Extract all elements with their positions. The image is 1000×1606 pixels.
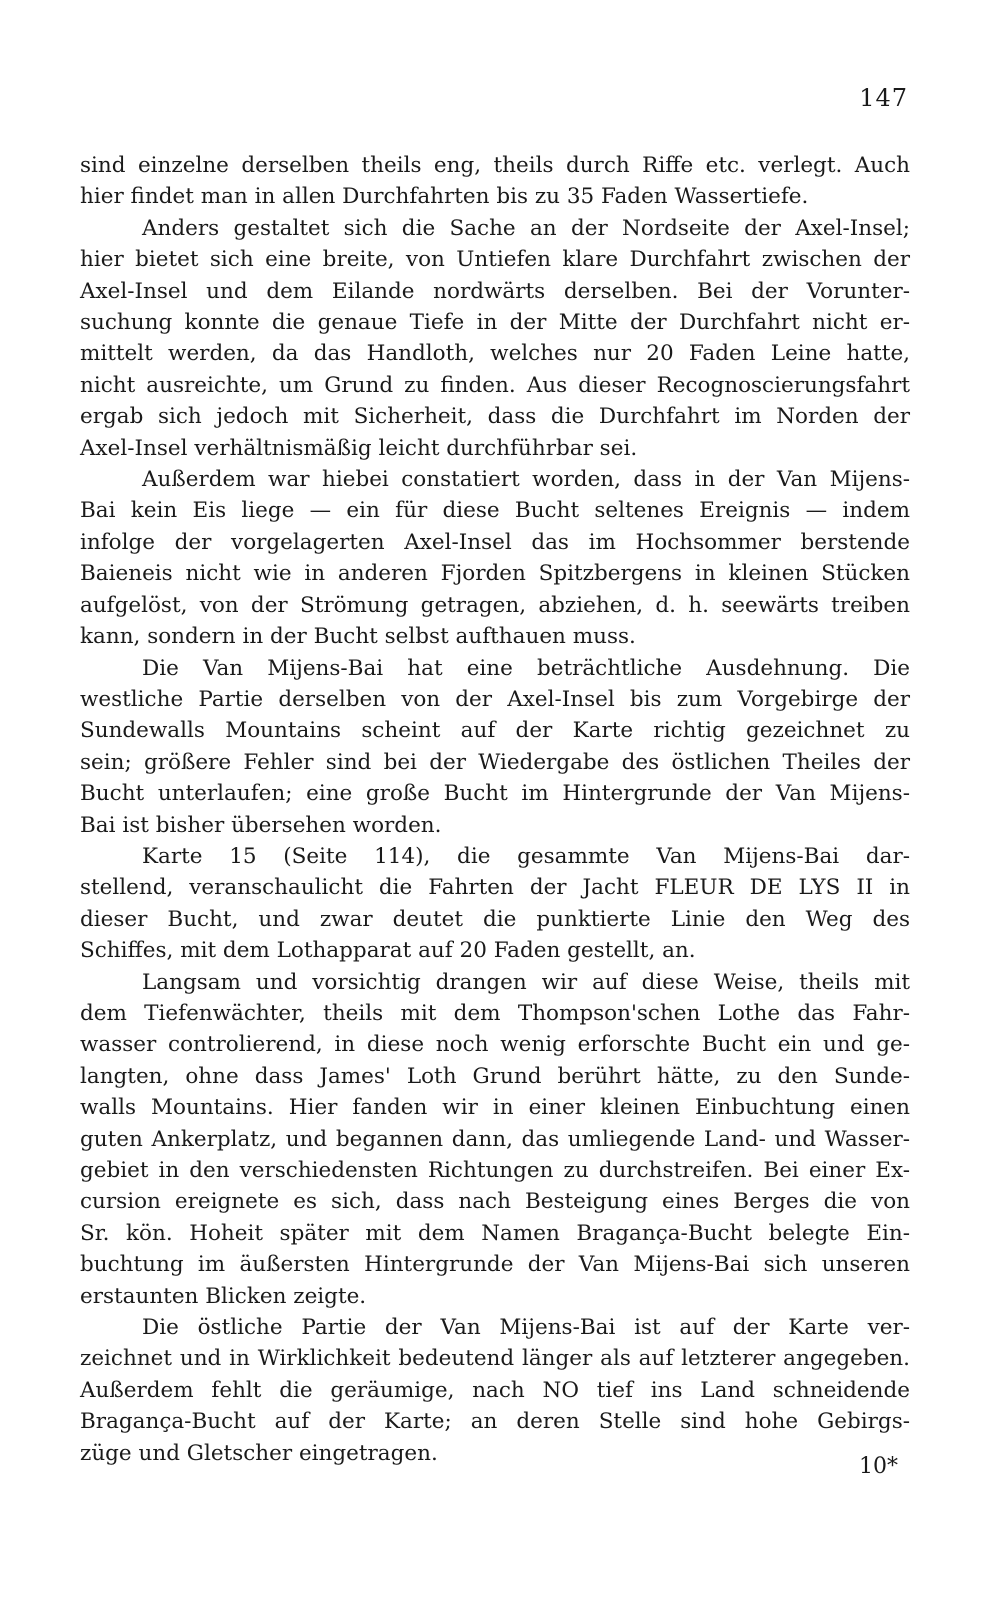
signature-mark: 10* bbox=[859, 1454, 898, 1479]
text-line: Bai ist bisher übersehen worden. bbox=[80, 812, 442, 838]
body-text bbox=[80, 150, 910, 1469]
text-line: dieser Bucht, und zwar deutet die punktierte Linie den Weg des bbox=[80, 906, 910, 932]
text-line: buchtung im äußersten Hintergrunde der Van Mijens-Bai sich unseren bbox=[80, 1252, 910, 1278]
text-line: nicht ausreichte, um Grund zu finden. Aus dieser Recognoscierungsfahrt bbox=[80, 372, 910, 398]
text-line: dem Tiefenwächter, theils mit dem Thompson'schen Lothe das Fahr- bbox=[80, 1000, 910, 1026]
text-line: Außerdem war hiebei constatiert worden, dass in der Van Mijens- bbox=[142, 467, 910, 493]
text-line: Axel-Insel verhältnismäßig leicht durchführbar sei. bbox=[80, 435, 638, 461]
text-line: Karte 15 (Seite 114), die gesammte Van Mijens-Bai dar- bbox=[142, 843, 910, 869]
text-line: Baieneis nicht wie in anderen Fjorden Spitzbergens in kleinen Stücken bbox=[80, 561, 910, 587]
text-line: aufgelöst, von der Strömung getragen, abziehen, d. h. seewärts treiben bbox=[80, 592, 910, 618]
text-line: gebiet in den verschiedensten Richtungen zu durchstreifen. Bei einer Ex- bbox=[80, 1158, 910, 1183]
text-line: zeichnet und in Wirklichkeit bedeutend länger als auf letzterer angegeben. bbox=[80, 1346, 910, 1372]
text-line: Bai kein Eis liege — ein für diese Bucht seltenes Ereignis — indem bbox=[80, 498, 910, 524]
text-line: stellend, veranschaulicht die Fahrten der Jacht FLEUR DE LYS II in bbox=[80, 875, 910, 901]
text-line: Die Van Mijens-Bai hat eine beträchtliche Ausdehnung. Die bbox=[142, 655, 910, 681]
text-line: suchung konnte die genaue Tiefe in der Mitte der Durchfahrt nicht er- bbox=[80, 310, 910, 336]
text-line: sind einzelne derselben theils eng, theils durch Riffe etc. verlegt. Auch bbox=[80, 153, 910, 178]
page-number: 147 bbox=[859, 84, 908, 112]
text-line: langten, ohne dass James' Loth Grund berührt hätte, zu den Sunde- bbox=[80, 1063, 910, 1089]
text-line: Langsam und vorsichtig drangen wir auf diese Weise, theils mit bbox=[142, 969, 910, 995]
text-line: hier findet man in allen Durchfahrten bis zu 35 Faden Wassertiefe. bbox=[80, 184, 809, 210]
text-line: Anders gestaltet sich die Sache an der Nordseite der Axel-Insel; bbox=[142, 215, 910, 241]
text-line: walls Mountains. Hier fanden wir in einer kleinen Einbuchtung einen bbox=[80, 1095, 910, 1121]
text-line: Die östliche Partie der Van Mijens-Bai ist auf der Karte ver- bbox=[142, 1315, 910, 1341]
text-line: sein; größere Fehler sind bei der Wiedergabe des östlichen Theiles der bbox=[80, 749, 910, 775]
text-line: guten Ankerplatz, und begannen dann, das umliegende Land- und Wasser- bbox=[80, 1126, 910, 1152]
text-line: wasser controlierend, in diese noch wenig erforschte Bucht ein und ge- bbox=[80, 1032, 910, 1058]
text-line: erstaunten Blicken zeigte. bbox=[80, 1283, 367, 1309]
text-line: Außerdem fehlt die geräumige, nach NO tief ins Land schneidende bbox=[80, 1377, 910, 1403]
text-line: mittelt werden, da das Handloth, welches nur 20 Faden Leine hatte, bbox=[80, 341, 910, 367]
text-line: Sr. kön. Hoheit später mit dem Namen Bragança-Bucht belegte Ein- bbox=[80, 1220, 910, 1246]
text-line: Sundewalls Mountains scheint auf der Karte richtig gezeichnet zu bbox=[80, 718, 910, 744]
text-line: Bragança-Bucht auf der Karte; an deren Stelle sind hohe Gebirgs- bbox=[80, 1409, 910, 1435]
text-line: cursion ereignete es sich, dass nach Besteigung eines Berges die von bbox=[80, 1189, 910, 1215]
text-line: Bucht unterlaufen; eine große Bucht im Hintergrunde der Van Mijens- bbox=[80, 781, 910, 807]
text-line: Axel-Insel und dem Eilande nordwärts derselben. Bei der Vorunter- bbox=[80, 278, 910, 304]
text-line: Schiffes, mit dem Lothapparat auf 20 Faden gestellt, an. bbox=[80, 938, 696, 964]
text-line: züge und Gletscher eingetragen. bbox=[80, 1440, 438, 1466]
text-line: kann, sondern in der Bucht selbst aufthauen muss. bbox=[80, 624, 636, 650]
text-line: ergab sich jedoch mit Sicherheit, dass die Durchfahrt im Norden der bbox=[80, 404, 910, 430]
text-line: westliche Partie derselben von der Axel-Insel bis zum Vorgebirge der bbox=[80, 686, 910, 712]
text-line: infolge der vorgelagerten Axel-Insel das im Hochsommer berstende bbox=[80, 529, 910, 555]
text-line: hier bietet sich eine breite, von Untiefen klare Durchfahrt zwischen der bbox=[80, 247, 910, 273]
